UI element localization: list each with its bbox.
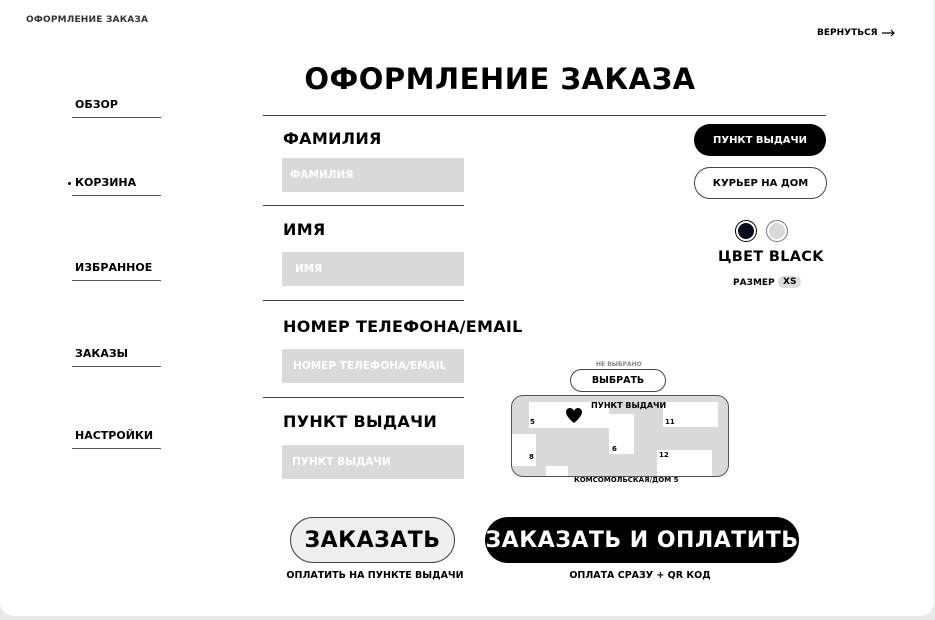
- pickup-point-field[interactable]: ПУНКТ ВЫДАЧИ: [282, 445, 464, 479]
- pickup-point-label: ПУНКТ ВЫДАЧИ: [283, 412, 438, 431]
- active-indicator: [68, 182, 71, 185]
- size-badge[interactable]: XS: [778, 276, 801, 288]
- building-number: 5: [530, 418, 535, 426]
- surname-field[interactable]: ФАМИЛИЯ: [282, 158, 464, 192]
- divider: [263, 397, 464, 398]
- building-number: 11: [665, 418, 675, 426]
- selection-status: НЕ ВЫБРАНО: [596, 361, 642, 368]
- select-point-button[interactable]: ВЫБРАТЬ: [570, 369, 666, 392]
- divider: [263, 115, 826, 116]
- building-number: 6: [612, 445, 617, 453]
- size-label: РАЗМЕР: [733, 278, 775, 288]
- name-field[interactable]: ИМЯ: [282, 252, 464, 286]
- color-swatch-gray[interactable]: [766, 220, 788, 242]
- sidebar-item-label: ЗАКАЗЫ: [75, 347, 129, 360]
- map-building: [512, 434, 536, 466]
- name-label: ИМЯ: [283, 220, 326, 239]
- order-button[interactable]: ЗАКАЗАТЬ: [290, 517, 455, 563]
- order-caption: ОПЛАТИТЬ НА ПУНКТЕ ВЫДАЧИ: [286, 570, 464, 581]
- window-title: ОФОРМЛЕНИЕ ЗАКАЗА: [26, 15, 149, 25]
- sidebar-item-favorites[interactable]: [72, 261, 161, 281]
- back-link[interactable]: [817, 28, 896, 38]
- sidebar-item-label: ИЗБРАННОЕ: [75, 261, 153, 274]
- heart-icon: [565, 407, 583, 424]
- color-swatch-black[interactable]: [735, 220, 757, 242]
- sidebar-item-label: НАСТРОЙКИ: [75, 429, 154, 442]
- sidebar-item-label: ОБЗОР: [75, 98, 118, 111]
- building-number: 12: [659, 451, 669, 459]
- address-label: КОМСОМОЛЬСКАЯ/ДОМ 5: [574, 476, 679, 484]
- contact-label: НОМЕР ТЕЛЕФОНА/EMAIL: [283, 317, 523, 336]
- contact-field[interactable]: НОМЕР ТЕЛЕФОНА/EMAIL: [282, 349, 464, 383]
- page-title: ОФОРМЛЕНИЕ ЗАКАЗА: [304, 62, 696, 96]
- sidebar-item-cart[interactable]: [72, 176, 161, 196]
- courier-option-button[interactable]: КУРЬЕР НА ДОМ: [694, 167, 827, 199]
- pickup-option-button[interactable]: ПУНКТ ВЫДАЧИ: [694, 124, 826, 156]
- arrow-right-icon: [882, 29, 896, 37]
- map-building: [546, 466, 568, 476]
- divider: [263, 205, 464, 206]
- back-label: ВЕРНУТЬСЯ: [817, 28, 878, 38]
- order-and-pay-button[interactable]: ЗАКАЗАТЬ И ОПЛАТИТЬ: [485, 517, 799, 563]
- surname-label: ФАМИЛИЯ: [283, 129, 382, 148]
- swatch-fill: [769, 223, 785, 239]
- sidebar-item-overview[interactable]: [72, 98, 161, 118]
- map-point-label: ПУНКТ ВЫДАЧИ: [591, 401, 667, 410]
- color-name: ЦВЕТ BLACK: [718, 249, 824, 265]
- sidebar-item-orders[interactable]: [72, 347, 161, 367]
- sidebar-item-settings[interactable]: [72, 429, 161, 449]
- sidebar-item-label: КОРЗИНА: [75, 176, 137, 189]
- map-building: [529, 402, 569, 428]
- building-number: 8: [529, 453, 534, 461]
- swatch-fill: [738, 223, 754, 239]
- map[interactable]: [511, 395, 729, 477]
- divider: [263, 300, 464, 301]
- order-and-pay-caption: ОПЛАТА СРАЗУ + QR КОД: [569, 570, 711, 581]
